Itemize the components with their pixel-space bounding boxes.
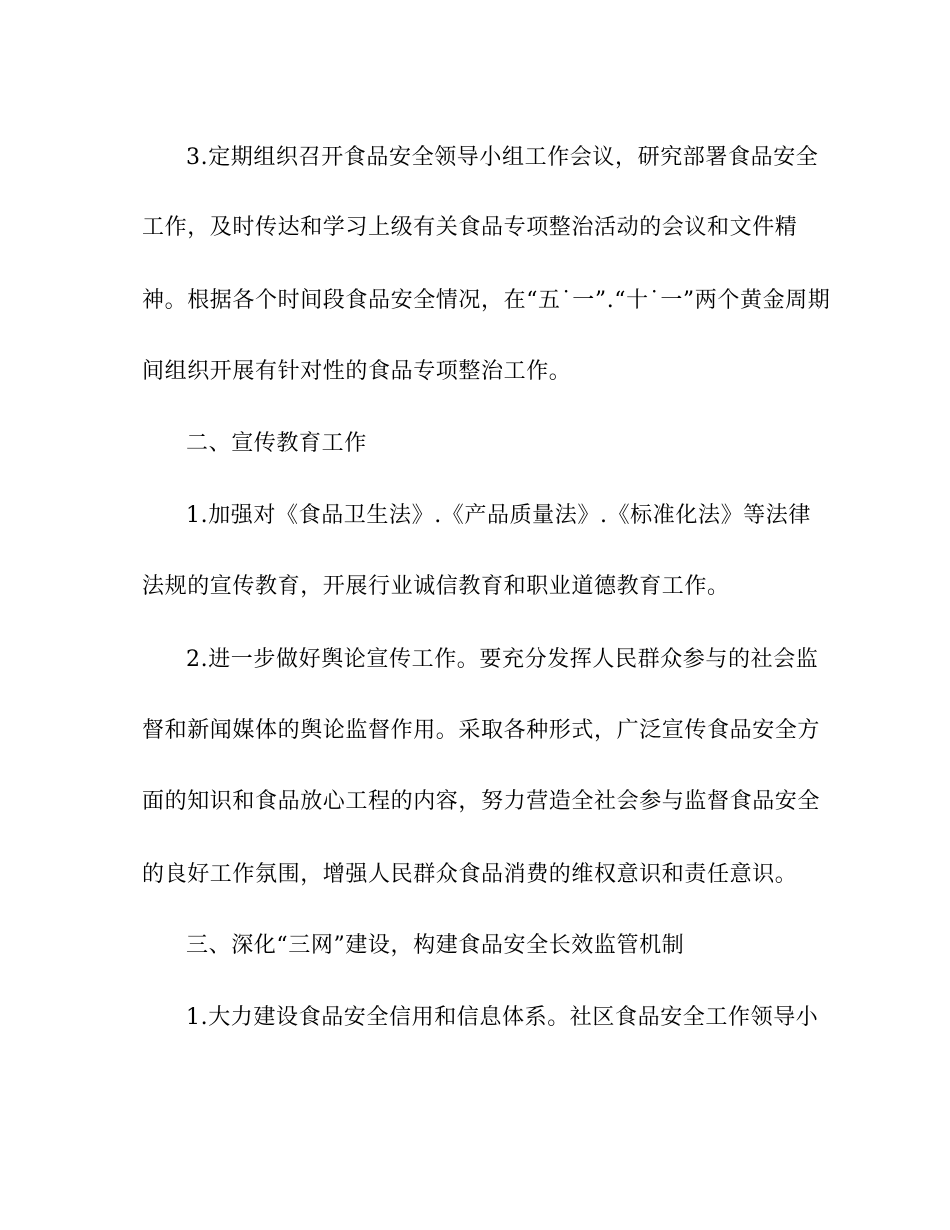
paragraph-3-line-1: 3.定期组织召开食品安全领导小组工作会议，研究部署食品安全 xyxy=(186,145,819,170)
paragraph-2-line-3: 面的知识和食品放心工程的内容，努力营造全社会参与监督食品安全 xyxy=(142,789,821,814)
paragraph-1-line-1: 1.加强对《食品卫生法》.《产品质量法》.《标准化法》等法律 xyxy=(186,503,811,528)
paragraph-2-line-2: 督和新闻媒体的舆论监督作用。采取各种形式，广泛宣传食品安全方 xyxy=(142,718,821,743)
section-heading-three-networks: 三、深化“三网”建设，构建食品安全长效监管机制 xyxy=(186,933,685,958)
paragraph-1-line-2: 法规的宣传教育，开展行业诚信教育和职业道德教育工作。 xyxy=(142,574,730,599)
paragraph-2-line-4: 的良好工作氛围，增强人民群众食品消费的维权意识和责任意识。 xyxy=(142,862,798,887)
paragraph-3-line-2: 工作，及时传达和学习上级有关食品专项整治活动的会议和文件精 xyxy=(142,215,798,240)
paragraph-3-line-4: 间组织开展有针对性的食品专项整治工作。 xyxy=(142,359,572,384)
paragraph-2-line-1: 2.进一步做好舆论宣传工作。要充分发挥人民群众参与的社会监 xyxy=(186,647,819,672)
paragraph-credit-line-1: 1.大力建设食品安全信用和信息体系。社区食品安全工作领导小 xyxy=(186,1005,819,1030)
paragraph-3-line-3: 神。根据各个时间段食品安全情况，在“五˙一”.“十˙一”两个黄金周期 xyxy=(142,288,831,313)
section-heading-publicity: 二、宣传教育工作 xyxy=(186,431,367,456)
